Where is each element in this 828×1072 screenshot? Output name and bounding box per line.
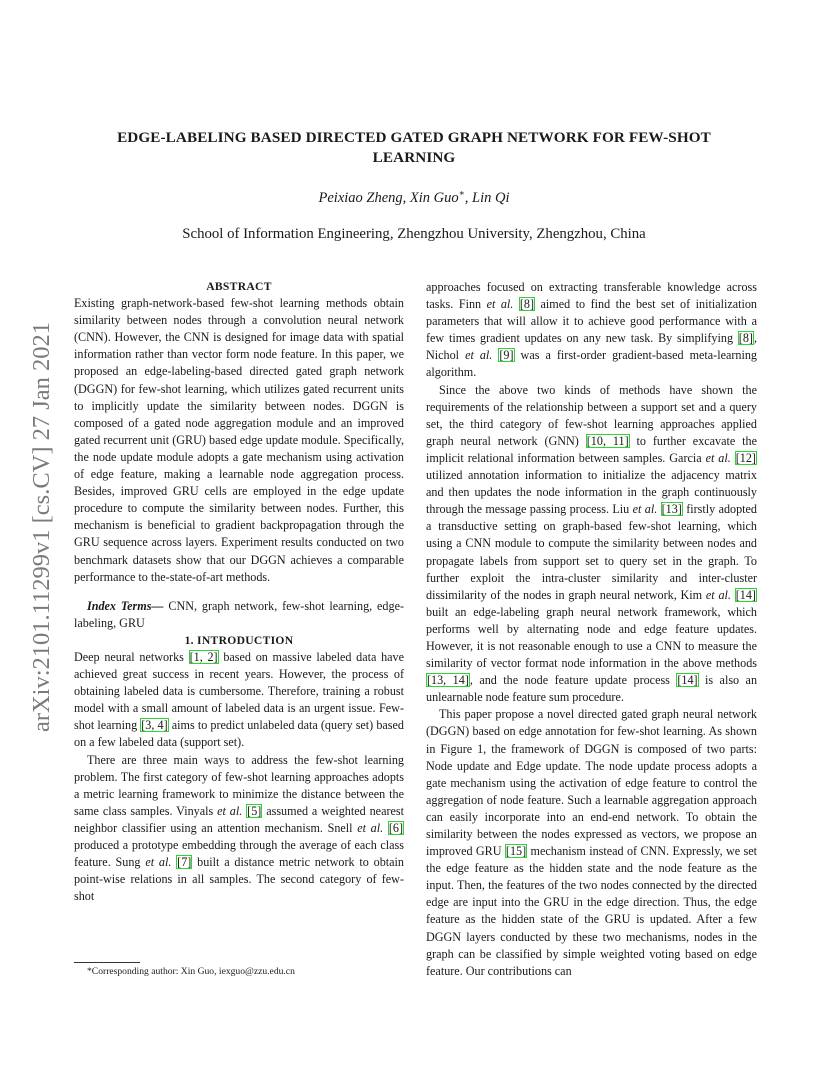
citation-link[interactable]: [1, 2] [189,649,218,664]
citation-link[interactable]: [6] [388,820,403,835]
index-terms-label: Index Terms— [87,598,164,613]
citation-link[interactable]: [14] [677,673,698,688]
intro-paragraph-1: Deep neural networks [1, 2] based on massive labeled data have achieved great success in recent years. However, the process of obtaining labeled data is cumbersome. Therefore, training a robust model with a small amount of labeled data is an urgent issue. Few-shot learning [3, 4] aims to predict unlabeled data (query set) based on a few labeled data (support set). [74,649,405,750]
title-line-2: LEARNING [372,149,456,166]
index-terms-text: CNN, graph network, few-shot learning, edge-labeling, GRU [74,598,405,630]
intro-paragraph-3: approaches focused on extracting transferable knowledge across tasks. Finn et al. [8] aimed to find the best set of initialization parameters that will allow it to achieve good performance with a few times gradient updates on any new task. By simplifying [8], Nichol et al. [9] was a first-order gradient-based meta-learning algorithm. [426,280,758,380]
intro-heading: 1. INTRODUCTION [184,633,294,647]
citation-link[interactable]: [14] [735,587,756,602]
citation-link[interactable]: [12] [735,450,756,465]
author-list [90,188,738,207]
intro-paragraph-2: There are three main ways to address the few-shot learning problem. The first category of few-shot learning approaches adopts a metric learning framework to minimize the distance between the same class samples. Vinyals et al. [5] assumed a weighted nearest neighbor classifier using an attention mechanism. Snell et al. [6] produced a prototype embedding through the average of each class feature. Sung et al. [7] built a distance metric network to obtain point-wise relations in all samples. The second category of few-shot [74,752,404,904]
citation-link[interactable]: [7] [177,855,192,870]
index-terms [74,598,404,632]
authors-names: Peixiao Zheng, Xin Guo [318,189,459,206]
title-line-1: EDGE-LABELING BASED DIRECTED GATED GRAPH NETWORK FOR FEW-SHOT [117,129,711,146]
intro-paragraph-4: Since the above two kinds of methods have shown the requirements of the relationship between a support set and a query set, the third category of few-shot learning approaches applied graph neural network (GNN) [10, 11] to further excavate the implicit relational information between samples. Garcia et al. [12] utilized annotation information to initialize the adjacency matrix and then updates the node information in the graph continuously through the message passing process. Liu et al. [13] firstly adopted a transductive setting on graph-based few-shot learning, which using a CNN module to compute the similarity between nodes and propagate labels from support set to query set in the graph. To further exploit the intra-cluster similarity and inter-cluster dissimilarity of the nodes in graph neural network, Kim et al. [14] built an edge-labeling graph neural network framework, which performs well by alternating node and edge feature updates. However, it is not reasonable enough to use a CNN to measure the similarity of vector format node information in the above methods [13, 14], and the node feature update process [14] is also an unlearnable node feature sum procedure. [426,382,758,705]
abstract-text: Existing graph-network-based few-shot learning methods obtain similarity between nodes through a convolution neural network (CNN). However, the CNN is designed for image data with spatial information rather than vector form node feature. In this paper, we proposed an edge-labeling-based directed gated graph network (DGGN) for few-shot learning, which utilizes gated recurrent units to implicitly update the similarity between nodes. DGGN is composed of a gated node aggregation module and an improved gated recurrent unit (GRU) based edge update module. Specifically, the node update module adopts a gate mechanism using activation of edge feature, making a learnable node aggregation process. Besides, improved GRU cells are employed in the edge update procedure to compute the similarity between nodes. Further, this mechanism is beneficial to gradient backpropagation through the GRU sequence across layers. Experiment results conducted on two benchmark datasets show that our DGGN achieves a comparable performance to the-state-of-art methods. [74,296,404,584]
corresponding-mark: ∗ [458,188,465,198]
footnote-divider [74,962,140,963]
paper-title [90,128,738,168]
intro-paragraph-5: This paper propose a novel directed gated graph neural network (DGGN) based on edge annotation for few-shot learning. As shown in Figure 1, the framework of DGGN is composed of two parts: Node update and Edge update. The node update process adopts a gate mechanism using the activation of edge feature to control the aggregation of node feature. Such a learnable aggregation approach can easily incorporate into an end-end network. To obtain the similarity between the nodes expressed as vectors, we propose an improved GRU [15] mechanism instead of CNN. Expressly, we set the edge feature as the hidden state and the node feature as the input. Then, the features of the two nodes connected by the directed edge are input into the GRU in the edge direction. Thus, the edge feature as the hidden state of the GRU is updated. After a few DGGN layers conducted by these two mechanisms, nodes in the graph can be classified by simple weighted voting based on edge feature. Our contributions can [426,707,758,978]
right-column [426,279,757,980]
citation-link[interactable]: [13, 14] [427,673,469,688]
left-column [74,278,404,905]
citation-link[interactable]: [10, 11] [586,433,629,448]
arxiv-sidebar-stamp [22,292,62,762]
citation-link[interactable]: [15] [505,844,527,859]
citation-link[interactable]: [8] [519,297,534,312]
citation-link[interactable]: [5] [247,803,262,818]
citation-link[interactable]: [8] [738,331,753,346]
arxiv-id: arXiv:2101.11299v1 [cs.CV] 27 Jan 2021 [28,321,55,733]
authors-tail: , Lin Qi [464,189,510,206]
citation-link[interactable]: [3, 4] [141,718,168,733]
abstract-heading: ABSTRACT [206,280,272,293]
affiliation: School of Information Engineering, Zhengzhou University, Zhengzhou, China [182,226,646,242]
citation-link[interactable]: [9] [499,348,514,363]
footnote: *Corresponding author: Xin Guo, iexguo@zzu.edu.cn [87,966,295,977]
citation-link[interactable]: [13] [661,502,682,517]
